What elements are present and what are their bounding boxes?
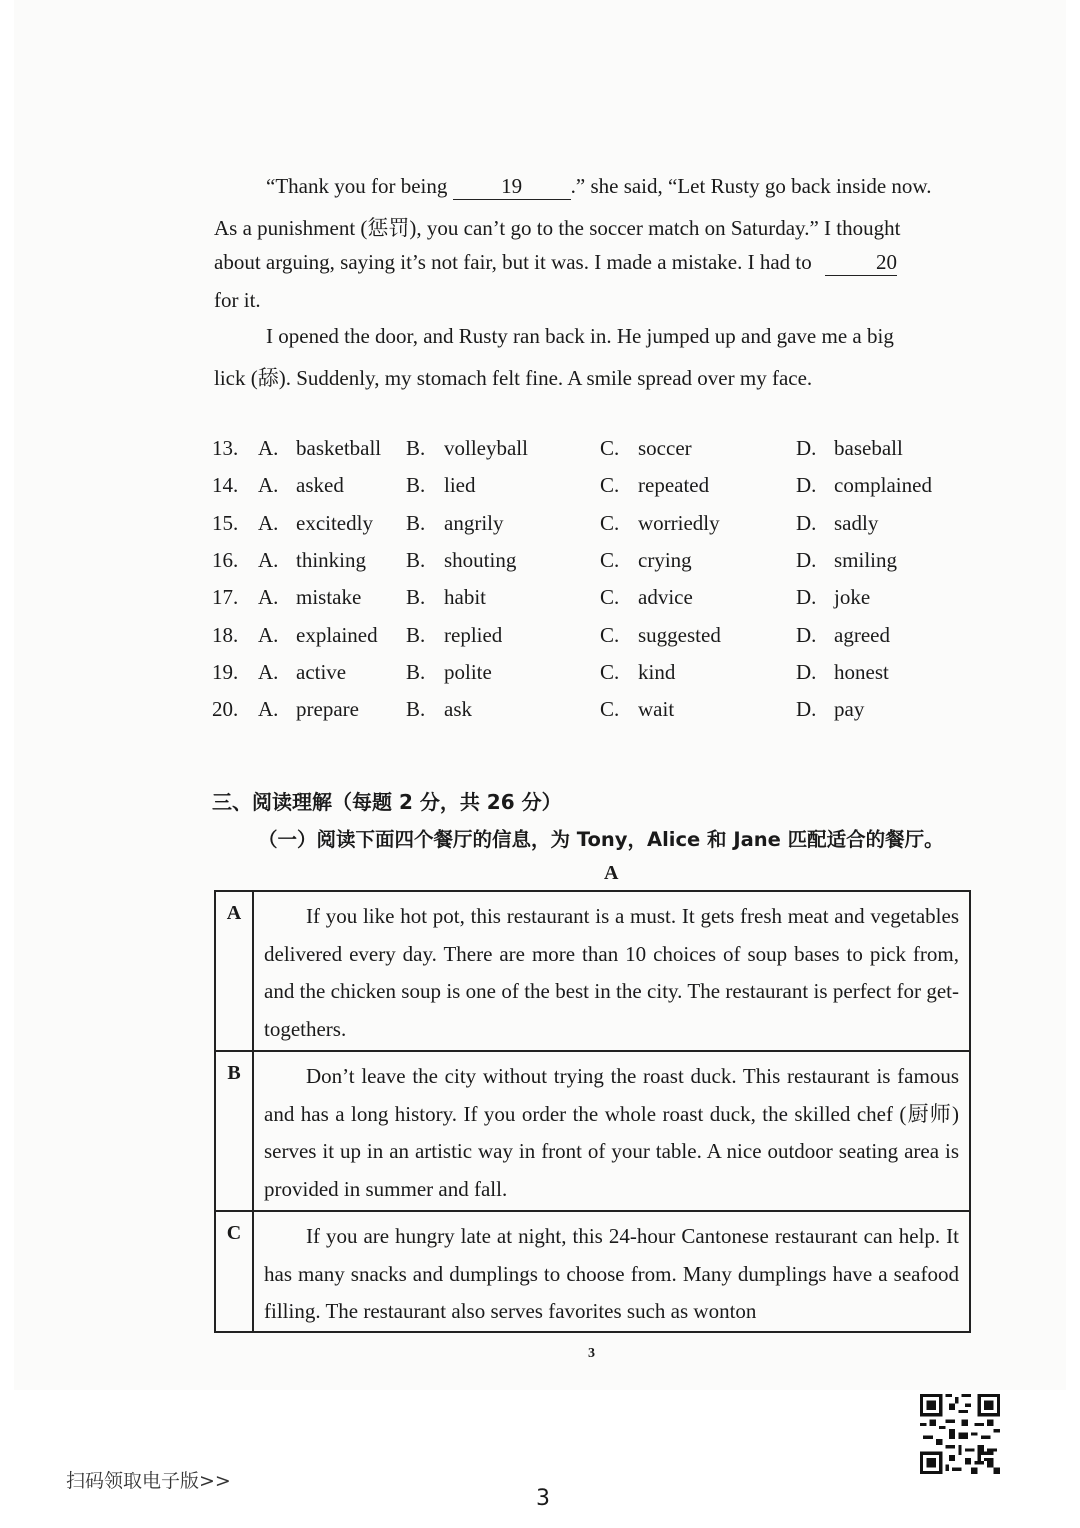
option-letter: A. — [258, 622, 279, 647]
option-b — [406, 436, 528, 461]
question-number: 16. — [212, 547, 239, 572]
option-letter: A. — [258, 547, 279, 572]
option-letter: A. — [258, 585, 279, 610]
passage-line-3: about arguing, saying it’s not fair, but it was. I made a mistake. I had to 20 — [214, 250, 897, 274]
option-text: thinking — [296, 547, 367, 572]
option-a — [258, 585, 361, 610]
question-number: 17. — [212, 585, 239, 610]
blank-19: 19 — [453, 174, 571, 200]
option-c — [600, 436, 692, 461]
option-letter: A. — [258, 659, 279, 684]
question-number: 18. — [212, 622, 239, 647]
option-d — [796, 473, 932, 498]
option-text: wait — [638, 697, 675, 722]
row-label: C — [215, 1211, 253, 1332]
row-text: Don’t leave the city without trying the roast duck. This restaurant is famous and has a long history. If you order the whole roast duck, the skilled chef (厨师) serves it up in an artistic way in front of your table. A nice outdoor seating area is provided in summer and fall. — [253, 1051, 970, 1211]
question-number: 20. — [212, 697, 239, 722]
option-letter: D. — [796, 510, 817, 535]
option-text: worriedly — [638, 510, 720, 535]
option-text: excitedly — [296, 510, 373, 535]
option-c — [600, 473, 709, 498]
option-text: advice — [638, 585, 693, 610]
option-letter: D. — [796, 473, 817, 498]
option-b — [406, 623, 502, 648]
option-a — [258, 511, 373, 536]
option-letter: B. — [406, 547, 426, 572]
option-letter: D. — [796, 585, 817, 610]
option-b — [406, 697, 472, 722]
option-text: basketball — [296, 436, 382, 460]
option-letter: A. — [258, 510, 279, 535]
option-letter: D. — [796, 697, 817, 722]
option-a — [258, 660, 346, 685]
option-c — [600, 511, 720, 536]
table-row — [215, 891, 970, 1051]
option-letter: C. — [600, 473, 620, 498]
option-c — [600, 660, 675, 685]
row-label: A — [215, 891, 253, 1051]
option-text: active — [296, 659, 347, 684]
option-text: pay — [834, 697, 865, 722]
scan-prompt-link[interactable]: 扫码领取电子版>> — [66, 1470, 231, 1492]
option-text: repeated — [638, 473, 710, 498]
option-a — [258, 623, 378, 648]
option-a — [258, 697, 359, 722]
option-d — [796, 548, 897, 573]
option-b — [406, 660, 492, 685]
table-row — [215, 1051, 970, 1211]
option-d — [796, 697, 864, 722]
row-text: If you like hot pot, this restaurant is a must. It gets fresh meat and vegetables delivered every day. There are more than 10 choices of soup bases to pick from, and the chicken soup is one of the best in the city. The restaurant is perfect for get-togethers. — [253, 891, 970, 1051]
option-text: ask — [444, 697, 472, 722]
option-text: angrily — [444, 510, 504, 535]
option-text: volleyball — [444, 436, 528, 460]
option-letter: C. — [600, 547, 620, 572]
option-text: kind — [638, 659, 676, 684]
option-letter: C. — [600, 436, 620, 460]
option-text: prepare — [296, 697, 359, 722]
option-c — [600, 697, 674, 722]
qr-code-icon[interactable] — [920, 1394, 1000, 1474]
section-subtitle: （一）阅读下面四个餐厅的信息，为 Tony，Alice 和 Jane 匹配适合的餐厅。 — [258, 828, 944, 851]
passage-line-1: “Thank you for being 19 .” she said, “Let Rusty go back inside now. — [266, 174, 932, 198]
option-d — [796, 660, 889, 685]
option-text: polite — [444, 659, 492, 684]
option-letter: B. — [406, 510, 426, 535]
option-b — [406, 511, 503, 536]
option-letter: A. — [258, 473, 279, 498]
option-text: agreed — [834, 622, 890, 647]
table-row — [215, 1211, 970, 1332]
option-text: crying — [638, 547, 692, 572]
option-letter: A. — [258, 697, 279, 722]
restaurant-table — [214, 890, 971, 1333]
passage-line-5: I opened the door, and Rusty ran back in. He jumped up and gave me a big — [266, 324, 894, 348]
option-text: explained — [296, 622, 378, 647]
option-text: smiling — [834, 547, 898, 572]
passage-line-2: As a punishment (惩罚), you can’t go to the soccer match on Saturday.” I thought — [214, 216, 901, 240]
option-d — [796, 511, 878, 536]
option-letter: C. — [600, 659, 620, 684]
option-text: shouting — [444, 547, 517, 572]
option-text: complained — [834, 473, 932, 498]
option-a — [258, 548, 366, 573]
option-b — [406, 473, 476, 498]
passage-line-6: lick (舔). Suddenly, my stomach felt fine. A smile spread over my face. — [214, 366, 813, 390]
option-b — [406, 585, 486, 610]
option-letter: D. — [796, 659, 817, 684]
question-number: 15. — [212, 510, 239, 535]
section-title: 三、阅读理解（每题 2 分，共 26 分） — [212, 790, 562, 814]
row-text: If you are hungry late at night, this 24-hour Cantonese restaurant can help. It has many snacks and dumplings to choose from. Many dumplings have a seafood filling. The restaurant also serves favorites such as wonton — [253, 1211, 970, 1332]
option-a — [258, 473, 344, 498]
option-letter: D. — [796, 547, 817, 572]
option-letter: B. — [406, 697, 426, 722]
option-letter: C. — [600, 697, 620, 722]
option-text: baseball — [834, 436, 903, 460]
row-label: B — [215, 1051, 253, 1211]
option-text: habit — [444, 585, 486, 610]
option-c — [600, 548, 692, 573]
option-letter: C. — [600, 510, 620, 535]
option-b — [406, 548, 516, 573]
option-letter: A. — [258, 436, 279, 460]
option-text: replied — [444, 622, 503, 647]
option-letter: B. — [406, 473, 426, 498]
option-c — [600, 623, 721, 648]
option-d — [796, 436, 903, 461]
option-letter: B. — [406, 436, 426, 460]
option-text: asked — [296, 473, 344, 498]
option-letter: C. — [600, 622, 620, 647]
question-number: 14. — [212, 473, 239, 498]
page-number: 3 — [536, 1486, 550, 1511]
option-letter: B. — [406, 585, 426, 610]
option-letter: D. — [796, 436, 817, 460]
option-text: lied — [444, 473, 476, 498]
option-letter: D. — [796, 622, 817, 647]
blank-20: 20 — [825, 250, 897, 276]
option-text: honest — [834, 659, 889, 684]
option-text: suggested — [638, 622, 721, 647]
option-d — [796, 623, 890, 648]
option-text: mistake — [296, 585, 362, 610]
option-c — [600, 585, 693, 610]
option-text: joke — [834, 585, 871, 610]
passage-line-4: for it. — [214, 288, 261, 312]
option-letter: B. — [406, 622, 426, 647]
option-text: sadly — [834, 510, 879, 535]
part-label: A — [604, 862, 619, 884]
option-letter: C. — [600, 585, 620, 610]
option-text: soccer — [638, 436, 692, 460]
question-number: 19. — [212, 659, 239, 684]
option-a — [258, 436, 381, 461]
question-number: 13. — [212, 436, 239, 460]
page-number-small: 3 — [588, 1346, 595, 1361]
option-letter: B. — [406, 659, 426, 684]
option-d — [796, 585, 870, 610]
